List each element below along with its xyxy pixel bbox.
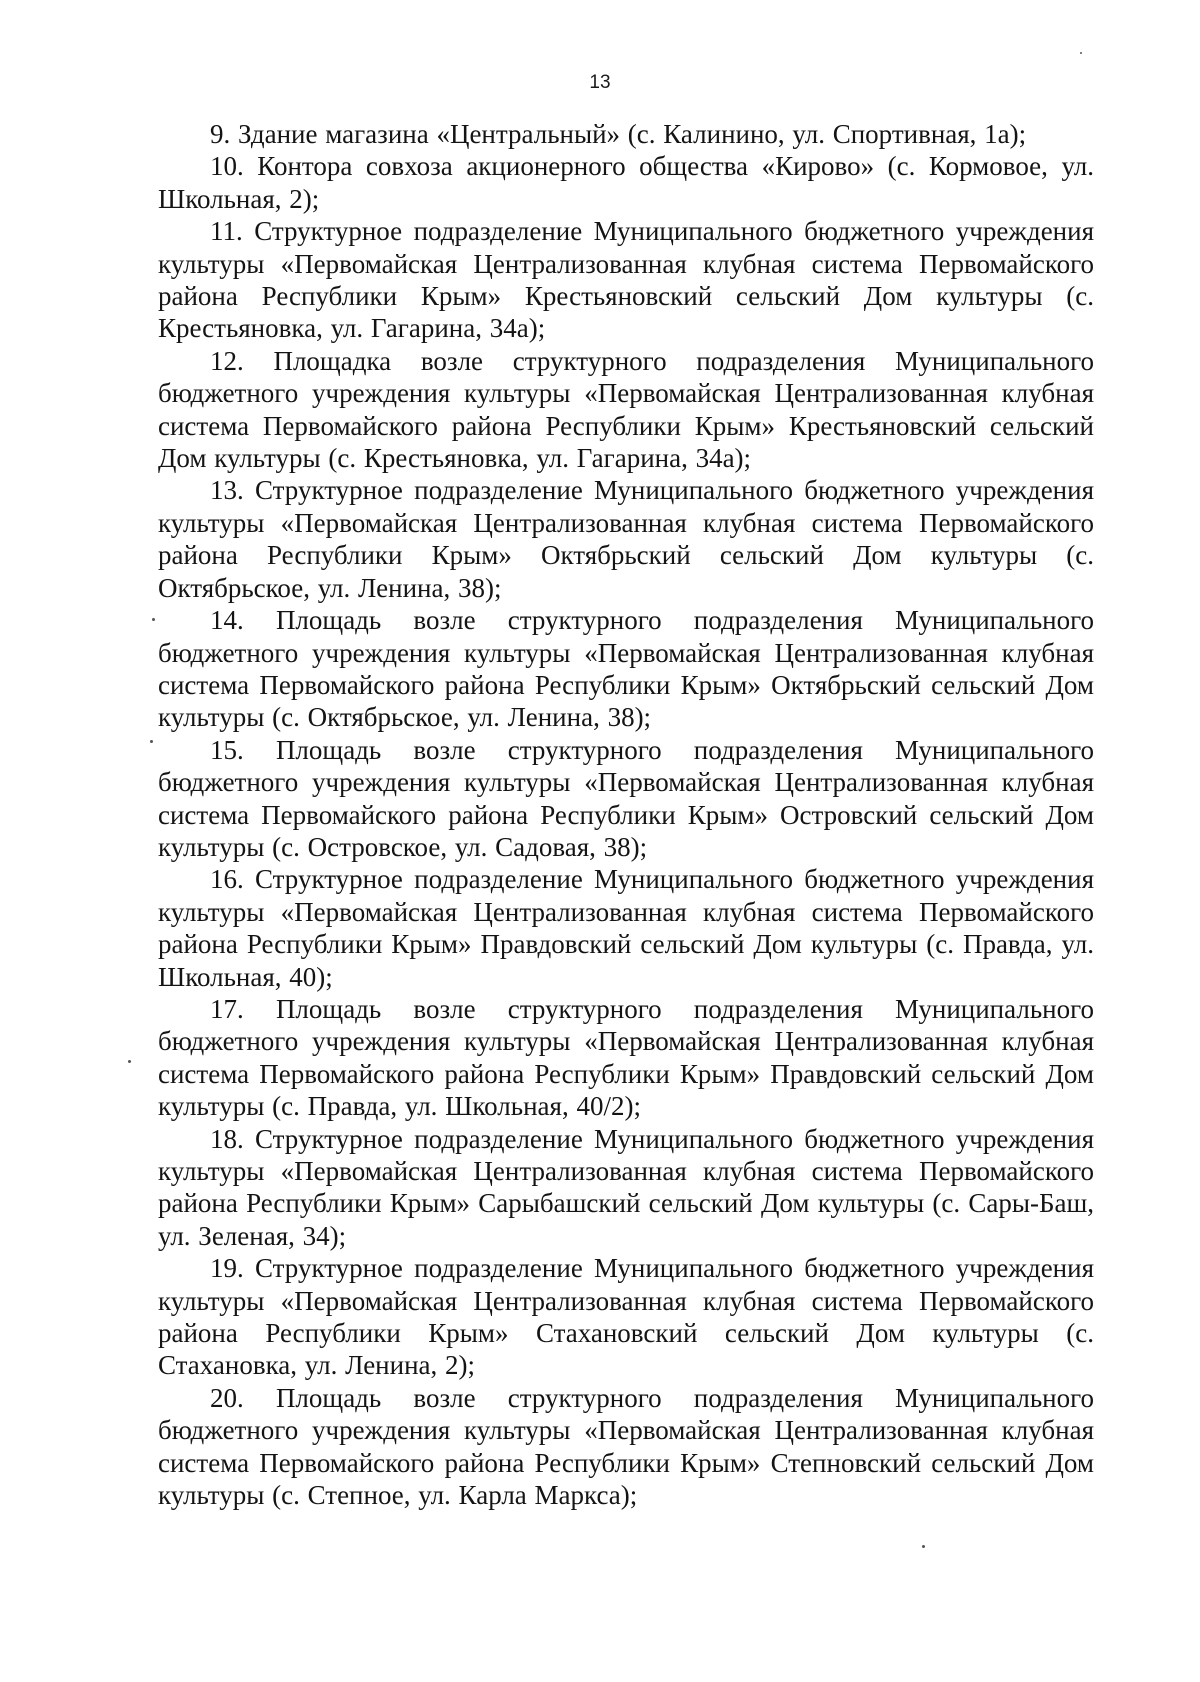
list-item: 9. Здание магазина «Центральный» (с. Калинино, ул. Спортивная, 1а); bbox=[210, 119, 1027, 149]
scan-speck bbox=[152, 618, 155, 621]
scan-speck bbox=[150, 740, 153, 743]
list-item: 10. Контора совхоза акционерного общества «Кирово» (с. Кормовое, ул. Школьная, 2); bbox=[158, 151, 1094, 214]
list-item: 12. Площадка возле структурного подразделения Муниципального бюджетного учреждения культуры «Первомайская Централизованная клубная система Первомайского района Республики Крым» Крестьяновский сельский Дом культуры (с. Крестьяновка, ул. Гагарина, 34а); bbox=[158, 345, 1094, 474]
list-item: 19. Структурное подразделение Муниципального бюджетного учреждения культуры «Первомайская Централизованная клубная система Первомайского района Республики Крым» Стахановский сельский Дом культуры (с. Стахановка, ул. Ленина, 2); bbox=[158, 1253, 1094, 1381]
list-item: 11. Структурное подразделение Муниципального бюджетного учреждения культуры «Первомайская Централизованная клубная система Первомайского района Республики Крым» Крестьяновский сельский Дом культуры (с. Крестьяновка, ул. Гагарина, 34а); bbox=[158, 216, 1094, 344]
list-item: 18. Структурное подразделение Муниципального бюджетного учреждения культуры «Первомайская Централизованная клубная система Первомайского района Республики Крым» Сарыбашский сельский Дом культуры (с. Сары-Баш, ул. Зеленая, 34); bbox=[158, 1123, 1094, 1251]
list-item: 14. Площадь возле структурного подразделения Муниципального бюджетного учреждения культуры «Первомайская Централизованная клубная система Первомайского района Республики Крым» Октябрьский сельский Дом культуры (с. Октябрьское, ул. Ленина, 38); bbox=[158, 605, 1094, 733]
scan-speck bbox=[1080, 52, 1082, 54]
document-body bbox=[158, 118, 1094, 1511]
scan-speck bbox=[922, 1545, 925, 1548]
list-item: 17. Площадь возле структурного подразделения Муниципального бюджетного учреждения культуры «Первомайская Централизованная клубная система Первомайского района Республики Крым» Правдовский сельский Дом культуры (с. Правда, ул. Школьная, 40/2); bbox=[158, 993, 1094, 1122]
scan-speck bbox=[128, 1060, 131, 1063]
list-item: 13. Структурное подразделение Муниципального бюджетного учреждения культуры «Первомайская Централизованная клубная система Первомайского района Республики Крым» Октябрьский сельский Дом культуры (с. Октябрьское, ул. Ленина, 38); bbox=[158, 475, 1094, 603]
list-item: 16. Структурное подразделение Муниципального бюджетного учреждения культуры «Первомайская Централизованная клубная система Первомайского района Республики Крым» Правдовский сельский Дом культуры (с. Правда, ул. Школьная, 40); bbox=[158, 864, 1094, 992]
list-item: 20. Площадь возле структурного подразделения Муниципального бюджетного учреждения культуры «Первомайская Централизованная клубная система Первомайского района Республики Крым» Степновский сельский Дом культуры (с. Степное, ул. Карла Маркса); bbox=[158, 1382, 1094, 1511]
list-item: 15. Площадь возле структурного подразделения Муниципального бюджетного учреждения культуры «Первомайская Централизованная клубная система Первомайского района Республики Крым» Островский сельский Дом культуры (с. Островское, ул. Садовая, 38); bbox=[158, 734, 1094, 862]
page-number: 13 bbox=[589, 72, 611, 93]
